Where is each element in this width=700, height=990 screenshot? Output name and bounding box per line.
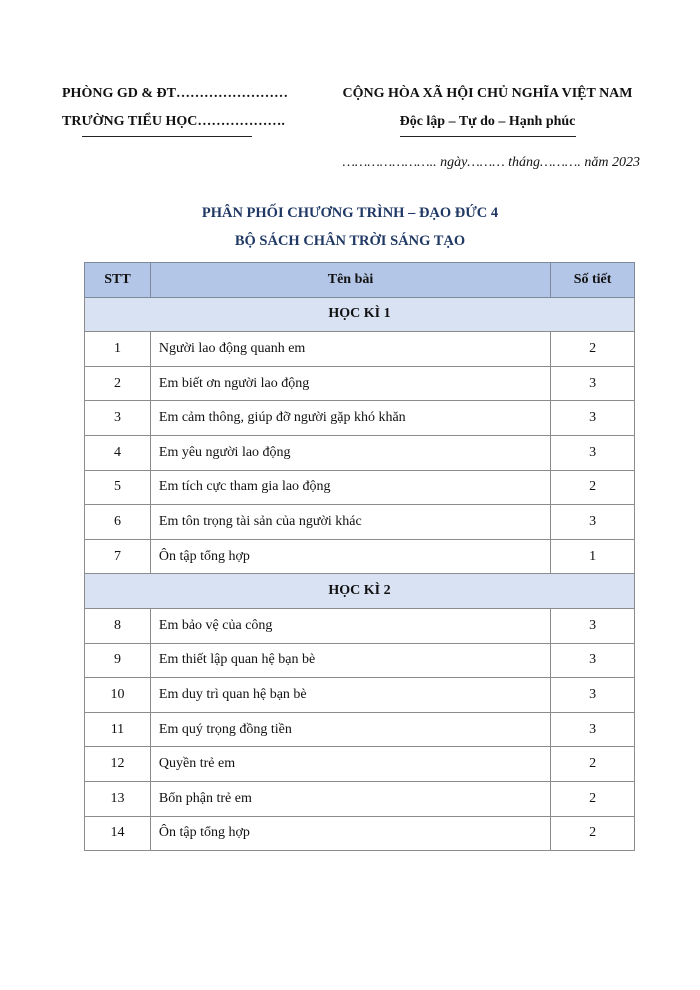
department-label: PHÒNG GD & ĐT…………………… <box>62 86 288 101</box>
header-right-divider <box>400 136 576 137</box>
column-header-stt: STT <box>85 263 151 298</box>
lesson-periods: 2 <box>551 332 635 367</box>
document-subtitle: BỘ SÁCH CHÂN TRỜI SÁNG TẠO <box>234 233 466 249</box>
lesson-periods: 3 <box>551 366 635 401</box>
column-header-name: Tên bài <box>150 263 550 298</box>
table-row <box>85 435 635 470</box>
table-row <box>85 608 635 643</box>
lesson-periods: 2 <box>551 470 635 505</box>
table-row <box>85 678 635 713</box>
lesson-periods: 1 <box>551 539 635 574</box>
nation-label: CỘNG HÒA XÃ HỘI CHỦ NGHĨA VIỆT NAM <box>342 86 633 101</box>
school-label: TRƯỜNG TIỂU HỌC………………. <box>62 114 285 129</box>
lesson-name: Em yêu người lao động <box>150 435 550 470</box>
lesson-periods: 2 <box>551 781 635 816</box>
lesson-name: Em tôn trọng tài sản của người khác <box>150 505 550 540</box>
lesson-number: 5 <box>85 470 151 505</box>
date-line: ………………….. ngày……… tháng………. năm 2023 <box>342 155 640 170</box>
lesson-name: Bổn phận trẻ em <box>150 781 550 816</box>
lesson-periods: 3 <box>551 608 635 643</box>
lesson-number: 13 <box>85 781 151 816</box>
table-row <box>85 712 635 747</box>
lesson-number: 7 <box>85 539 151 574</box>
lesson-name: Ôn tập tổng hợp <box>150 539 550 574</box>
lesson-number: 2 <box>85 366 151 401</box>
table-row <box>85 470 635 505</box>
table-row <box>85 366 635 401</box>
lesson-number: 12 <box>85 747 151 782</box>
header-left <box>62 86 288 137</box>
table-row <box>85 643 635 678</box>
table-row <box>85 747 635 782</box>
table-row <box>85 816 635 851</box>
table-row <box>85 539 635 574</box>
lesson-number: 14 <box>85 816 151 851</box>
header-right <box>330 86 645 137</box>
lesson-periods: 2 <box>551 747 635 782</box>
lesson-number: 11 <box>85 712 151 747</box>
lesson-periods: 3 <box>551 435 635 470</box>
program-table <box>84 262 635 851</box>
lesson-name: Em biết ơn người lao động <box>150 366 550 401</box>
column-header-periods: Số tiết <box>551 263 635 298</box>
table-row <box>85 505 635 540</box>
lesson-periods: 3 <box>551 712 635 747</box>
table-row <box>85 401 635 436</box>
lesson-name: Em thiết lập quan hệ bạn bè <box>150 643 550 678</box>
semester-row <box>85 574 635 609</box>
lesson-name: Người lao động quanh em <box>150 332 550 367</box>
lesson-name: Em quý trọng đồng tiền <box>150 712 550 747</box>
lesson-number: 8 <box>85 608 151 643</box>
lesson-number: 4 <box>85 435 151 470</box>
table-header-row <box>85 263 635 298</box>
table-row <box>85 781 635 816</box>
lesson-periods: 3 <box>551 505 635 540</box>
header-left-divider <box>82 136 252 137</box>
document-title: PHÂN PHỐI CHƯƠNG TRÌNH – ĐẠO ĐỨC 4 <box>201 205 499 221</box>
lesson-name: Em cảm thông, giúp đỡ người gặp khó khăn <box>150 401 550 436</box>
lesson-name: Quyền trẻ em <box>150 747 550 782</box>
lesson-periods: 3 <box>551 401 635 436</box>
lesson-periods: 2 <box>551 816 635 851</box>
table-row <box>85 332 635 367</box>
lesson-name: Ôn tập tổng hợp <box>150 816 550 851</box>
semester-label: HỌC KÌ 2 <box>85 574 635 609</box>
semester-label: HỌC KÌ 1 <box>85 297 635 332</box>
lesson-name: Em tích cực tham gia lao động <box>150 470 550 505</box>
lesson-number: 6 <box>85 505 151 540</box>
lesson-periods: 3 <box>551 643 635 678</box>
lesson-name: Em bảo vệ của công <box>150 608 550 643</box>
lesson-name: Em duy trì quan hệ bạn bè <box>150 678 550 713</box>
semester-row <box>85 297 635 332</box>
lesson-number: 1 <box>85 332 151 367</box>
lesson-number: 9 <box>85 643 151 678</box>
lesson-number: 10 <box>85 678 151 713</box>
motto-label: Độc lập – Tự do – Hạnh phúc <box>399 114 576 129</box>
lesson-number: 3 <box>85 401 151 436</box>
lesson-periods: 3 <box>551 678 635 713</box>
